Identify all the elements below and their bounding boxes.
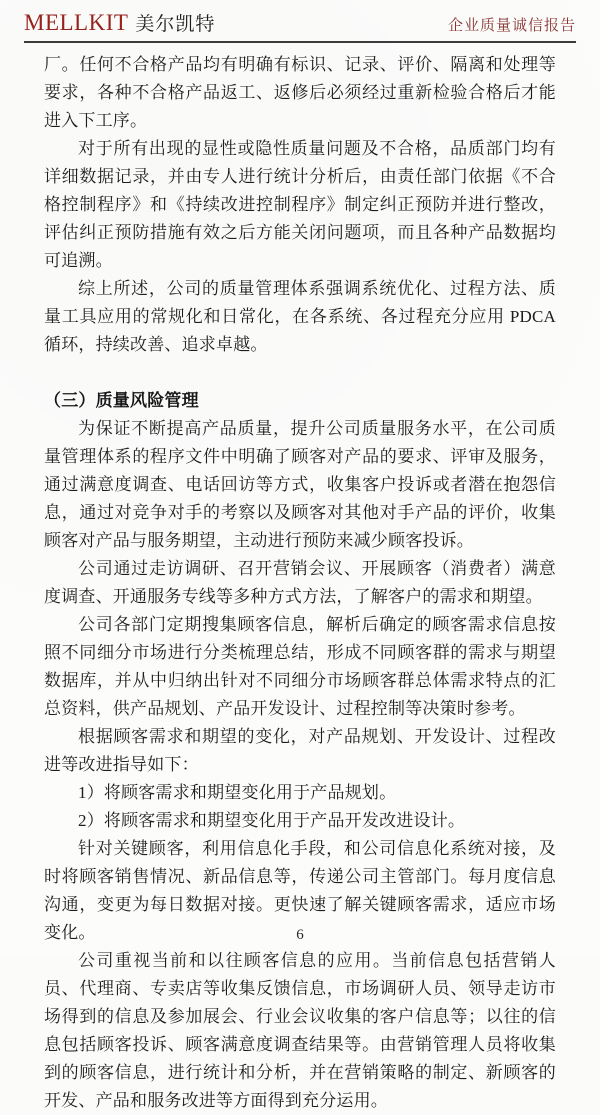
company-logo: [24, 9, 215, 36]
paragraph: 综上所述，公司的质量管理体系强调系统优化、过程方法、质量工具应用的常规化和日常化，在各系统、各过程充分应用 PDCA 循环，持续改善、追求卓越。: [44, 279, 556, 354]
paragraph: 为保证不断提高产品质量，提升公司质量服务水平，在公司质量管理体系的程序文件中明确了顾客对产品的要求、评审及服务，通过满意度调查、电话回访等方式，收集客户投诉或者潜在抱怨信息，通过对竞争对手的考察以及顾客对其他对手产品的评价，收集顾客对产品与服务期望，主动进行预防来减少顾客投诉。: [44, 419, 556, 550]
paragraph: 公司各部门定期搜集顾客信息，解析后确定的顾客需求信息按照不同细分市场进行分类梳理总结，形成不同顾客群的需求与期望数据库，并从中归纳出针对不同细分市场顾客群总体需求特点的汇总资料，供产品规划、产品开发设计、过程控制等决策时参考。: [44, 615, 556, 718]
paragraph: 根据顾客需求和期望的变化，对产品规划、开发设计、过程改进等改进指导如下：: [44, 727, 556, 774]
paragraph: 厂。任何不合格产品均有明确有标识、记录、评价、隔离和处理等要求，各种不合格产品返工、返修后必须经过重新检验合格后才能进入下工序。: [44, 55, 556, 130]
page-number: 6: [296, 927, 304, 943]
list-item: 1）将顾客需求和期望变化用于产品规划。: [78, 783, 397, 802]
page-footer: [0, 927, 600, 944]
document-body: [44, 51, 556, 1115]
logo-cjk-text: 美尔凯特: [135, 14, 216, 35]
paragraph: 对于所有出现的显性或隐性质量问题及不合格，品质部门均有详细数据记录，并由专人进行统计分析后，由责任部门依据《不合格控制程序》和《持续改进控制程序》制定纠正预防并进行整改，评估纠正预防措施有效之后方能关闭问题项，而且各种产品数据均可追溯。: [44, 139, 556, 270]
paragraph: 针对关键顾客，利用信息化手段，和公司信息化系统对接，及时将顾客销售情况、新品信息等，传递公司主管部门。每月度信息沟通，变更为每日数据对接。更快速了解关键顾客需求，适应市场变化。: [44, 839, 556, 942]
document-title: 企业质量诚信报告: [447, 18, 576, 34]
paragraph: 公司重视当前和以往顾客信息的应用。当前信息包括营销人员、代理商、专卖店等收集反馈信息，市场调研人员、领导走访市场得到的信息及参加展会、行业会议收集的客户信息等；以往的信息包括顾客投诉、顾客满意度调查结果等。由营销管理人员将收集到的顾客信息，进行统计和分析，并在营销策略的制定、新顾客的开发、产品和服务改进等方面得到充分运用。: [44, 951, 556, 1110]
logo-latin-text: MELLKIT: [24, 10, 129, 35]
paragraph: 公司通过走访调研、召开营销会议、开展顾客（消费者）满意度调查、开通服务专线等多种方式方法，了解客户的需求和期望。: [44, 559, 556, 606]
list-item: 2）将顾客需求和期望变化用于产品开发改进设计。: [78, 811, 466, 830]
page-header: [24, 0, 576, 43]
section-heading: （三）质量风险管理: [44, 391, 199, 410]
